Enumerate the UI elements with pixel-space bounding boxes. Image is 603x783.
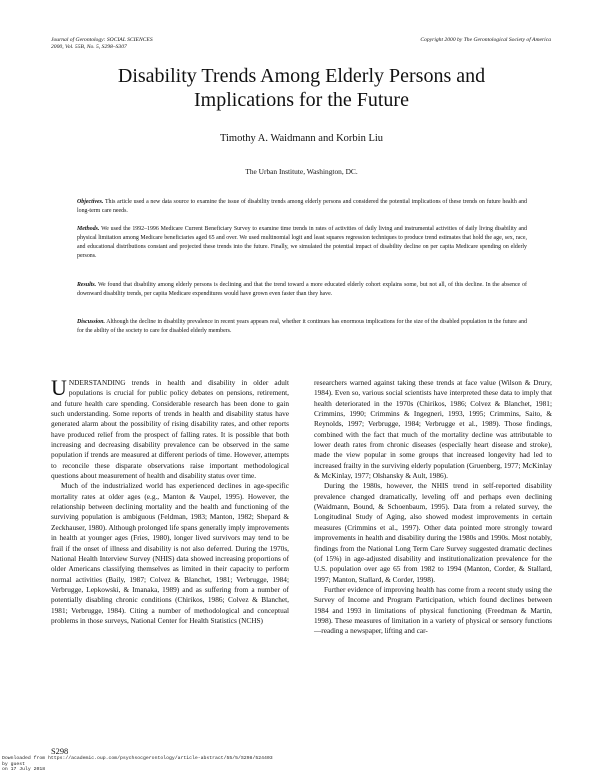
journal-volume: 2000, Vol. 55B, No. 5, S298–S307: [51, 44, 127, 50]
abstract-objectives: [77, 198, 527, 216]
methods-text: We used the 1992–1996 Medicare Current Beneficiary Survey to examine time trends in rates of activities of daily living and instrumental activities of daily living disability and physical limitation among Medicare beneficiaries aged 65 and over. We used multinomial logit and least squares regression techniques to produce trend estimates that hold the age, sex, race, and educational distributions constant and projected these trends into the future. Finally, we simulated the potential impact of disability decline on per capita Medicare spending on elderly persons.: [77, 226, 527, 259]
discussion-text: Although the decline in disability prevalence in recent years appears real, whether it continues has enormous implications for the size of the disabled population in the future and for the ability of the society to care for disabled elderly members.: [77, 319, 527, 334]
title-line-2: Implications for the Future: [194, 89, 409, 111]
download-url: Downloaded from https://academic.oup.com/psychsocgerontology/article-abstract/55/5/S298/524403: [2, 756, 273, 761]
journal-citation: [51, 37, 291, 51]
abstract-methods: [77, 225, 527, 261]
results-text: We found that disability among elderly persons is declining and that the trend toward a more educated elderly cohort explains some, but not all, of this decline. In the absence of downward disability trends, per capita Medicare expenditures would have grown even faster than they have.: [77, 282, 527, 297]
abstract-discussion: [77, 318, 527, 336]
download-notice: [2, 756, 273, 773]
methods-label: Methods.: [77, 226, 100, 232]
abstract-results: [77, 281, 527, 299]
page-number: S298: [51, 747, 69, 756]
paragraph-text: NDERSTANDING trends in health and disability in older adult populations is crucial for public policy debates on pensions, retirement, and future health care spending. Considerable research has been done to gain such understanding. Some reports of trends in health and disability status have generated alarm about the possibility of rising disability rates, and other reports have produced relief from the prospect of falling rates. It is possible that both increasing and decreasing disability prevalence can be observed in the same population if trends are measured at different periods of time. However, attempts to reconcile these disparate observations raise important methodological questions about measurement of health and disability status over time.: [51, 378, 289, 481]
article-title: [40, 64, 563, 112]
body-column-right: [314, 378, 552, 637]
affiliation: The Urban Institute, Washington, DC.: [245, 167, 358, 176]
download-date: on 17 July 2018: [2, 767, 46, 773]
discussion-label: Discussion.: [77, 319, 105, 325]
objectives-text: This article used a new data source to examine the issue of disability trends among elderly persons and considered the potential implications of these trends on future health and long-term care needs.: [77, 199, 527, 214]
results-label: Results.: [77, 282, 97, 288]
authors: Timothy A. Waidmann and Korbin Liu: [219, 133, 384, 144]
paragraph: researchers warned against taking these trends at face value (Wilson & Drury, 1984). Even so, various social scientists have interpreted these data to imply that health deteriorated in the 1970s (Chirikos, 1986; Colvez & Blanchet, 1981; Crimmins, 1990; Crimmins & Ingegneri, 1993, 1995; Crimmins, Saito, & Reynolds, 1997; Verbrugge, 1984; Verbrugge et al., 1989). Those findings, combined with the fact that much of the mortality decline was attributable to lower death rates from chronic diseases (especially heart disease and stroke), made the view popular in some groups that increased longevity had led to increased frailty in the surviving elderly population (Gruenberg, 1977; McKinlay & McKinlay, 1977; Olshansky & Ault, 1986).: [314, 378, 552, 481]
body-column-left: [51, 375, 289, 626]
journal-name: Journal of Gerontology: SOCIAL SCIENCES: [51, 37, 153, 43]
copyright-notice: Copyright 2000 by The Gerontological Society of America: [420, 37, 551, 43]
objectives-label: Objectives.: [77, 199, 104, 205]
title-line-1: Disability Trends Among Elderly Persons and: [117, 65, 486, 87]
paragraph: Much of the industrialized world has experienced declines in age-specific mortality rates at older ages (e.g., Manton & Vaupel, 1995). However, the relationship between declining mortality and the health and functioning of the surviving population is ambiguous (Feldman, 1983; Manton, 1982; Shepard & Zeckhauser, 1980). Although prolonged life spans generally imply improvements in health at younger ages (Fries, 1980), longer lived survivors may tend to be frail if the onset of illness and disability is not also deferred. During the 1970s, National Health Interview Survey (NHIS) data showed increasing proportions of older Americans classifying themselves as limited in their capacity to perform normal activities (Baily, 1987; Colvez & Blanchet, 1981; Verbrugge, 1984; Verbrugge, Lepkowski, & Imanaka, 1989) and as suffering from a number of potentially disabling chronic conditions (Chirikos, 1986; Colvez & Blanchet, 1981; Verbrugge, 1984). Citing a number of methodological and conceptual problems in those surveys, National Center for Health Statistics (NCHS): [51, 481, 289, 625]
download-by: by guest: [2, 761, 26, 767]
drop-cap: U: [51, 375, 67, 400]
paragraph: During the 1980s, however, the NHIS trend in self-reported disability prevalence changed dramatically, leveling off and perhaps even declining (Waidmann, Bound, & Schoenbaum, 1995). Data from a related survey, the Longitudinal Study of Aging, also showed modest improvements in certain measures (Crimmins et al., 1997). Other data pointed more strongly toward improvements in health and disability during the 1980s and 1990s. Most notably, findings from the National Long Term Care Survey suggested dramatic declines (of 15%) in age-adjusted disability and institutionalization prevalence for the U.S. population over age 65 from 1982 to 1994 (Manton, Corder, & Stallard, 1997; Manton, Stallard, & Corder, 1998).: [314, 481, 552, 584]
paragraph: Further evidence of improving health has come from a recent study using the Survey of Income and Program Participation, which found declines between 1984 and 1993 in limitations of physical functioning (Freedman & Martin, 1998). These measures of limitation in a variety of physical or sensory functions—reading a newspaper, lifting and car-: [314, 584, 552, 636]
paragraph: [51, 375, 289, 481]
